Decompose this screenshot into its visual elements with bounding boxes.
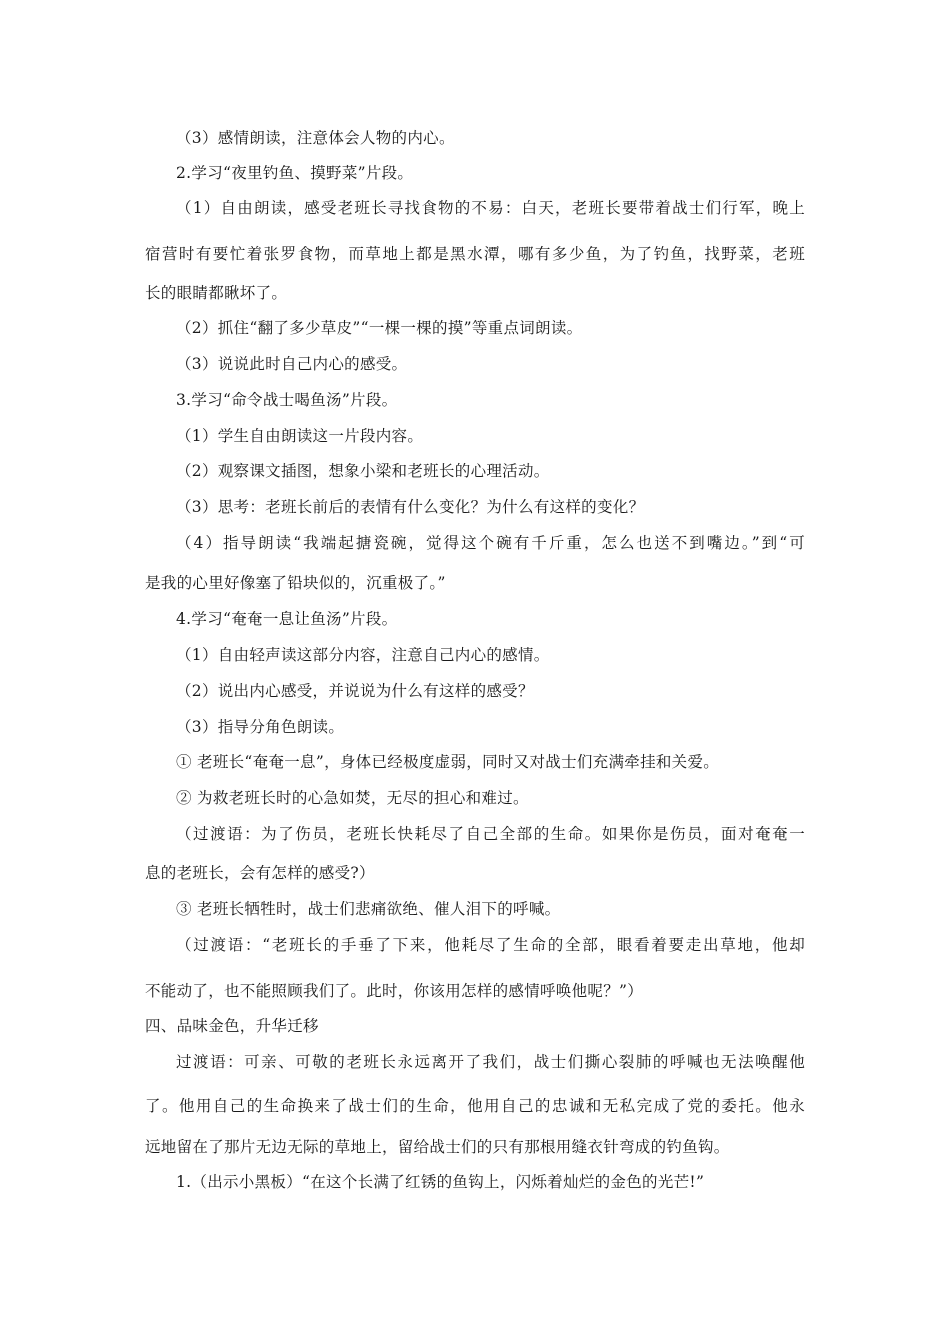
paragraph-line: （4）指导朗读“我端起搪瓷碗，觉得这个碗有千斤重，怎么也送不到嘴边。”到“可 [176,534,805,552]
paragraph-line: 1.（出示小黑板）“在这个长满了红锈的鱼钩上，闪烁着灿烂的金色的光芒!” [176,1173,705,1191]
paragraph-line: ① 老班长“奄奄一息”，身体已经极度虚弱，同时又对战士们充满牵挂和关爱。 [176,753,720,771]
paragraph-line: （2）抓住“翻了多少草皮”“一棵一棵的摸”等重点词朗读。 [176,319,583,337]
paragraph-line: ③ 老班长牺牲时，战士们悲痛欲绝、催人泪下的呼喊。 [176,900,561,918]
paragraph-line: 息的老班长，会有怎样的感受?） [145,864,375,882]
paragraph-line: （3）思考：老班长前后的表情有什么变化？为什么有这样的变化？ [176,498,645,516]
paragraph-line: （2）说出内心感受，并说说为什么有这样的感受？ [176,682,534,700]
paragraph-line: （3）说说此时自己内心的感受。 [176,355,408,373]
paragraph-line: 了。他用自己的生命换来了战士们的生命，他用自己的忠诚和无私完成了党的委托。他永 [145,1097,805,1115]
paragraph-line: （过渡语：为了伤员，老班长快耗尽了自己全部的生命。如果你是伤员，面对奄奄一 [176,825,805,843]
paragraph-line: （3）感情朗读，注意体会人物的内心。 [176,129,455,147]
paragraph-line: 远地留在了那片无边无际的草地上，留给战士们的只有那根用缝衣针弯成的钓鱼钩。 [145,1138,730,1156]
paragraph-line: 是我的心里好像塞了铅块似的，沉重极了。” [145,574,446,592]
paragraph-line: （3）指导分角色朗读。 [176,718,345,736]
section-heading: 4.学习“奄奄一息让鱼汤”片段。 [176,610,398,628]
section-heading: 3.学习“命令战士喝鱼汤”片段。 [176,391,398,409]
paragraph-line: （过渡语：“老班长的手垂了下来，他耗尽了生命的全部，眼看着要走出草地，他却 [176,936,805,954]
paragraph-line: 宿营时有要忙着张罗食物，而草地上都是黑水潭，哪有多少鱼，为了钓鱼，找野菜，老班 [145,245,805,263]
paragraph-line: 过渡语：可亲、可敬的老班长永远离开了我们，战士们撕心裂肺的呼喊也无法唤醒他 [176,1053,805,1071]
section-heading: 2.学习“夜里钓鱼、摸野菜”片段。 [176,164,414,182]
paragraph-line: （1）自由朗读，感受老班长寻找食物的不易：白天，老班长要带着战士们行军，晚上 [176,199,805,217]
paragraph-line: ② 为救老班长时的心急如焚，无尽的担心和难过。 [176,789,529,807]
paragraph-line: （1）自由轻声读这部分内容，注意自己内心的感情。 [176,646,550,664]
paragraph-line: （1）学生自由朗读这一片段内容。 [176,427,424,445]
paragraph-line: （2）观察课文插图，想象小梁和老班长的心理活动。 [176,462,550,480]
section-heading: 四、品味金色，升华迁移 [145,1017,319,1035]
paragraph-line: 长的眼睛都瞅坏了。 [145,284,288,302]
paragraph-line: 不能动了，也不能照顾我们了。此时，你该用怎样的感情呼唤他呢？”） [145,982,644,1000]
